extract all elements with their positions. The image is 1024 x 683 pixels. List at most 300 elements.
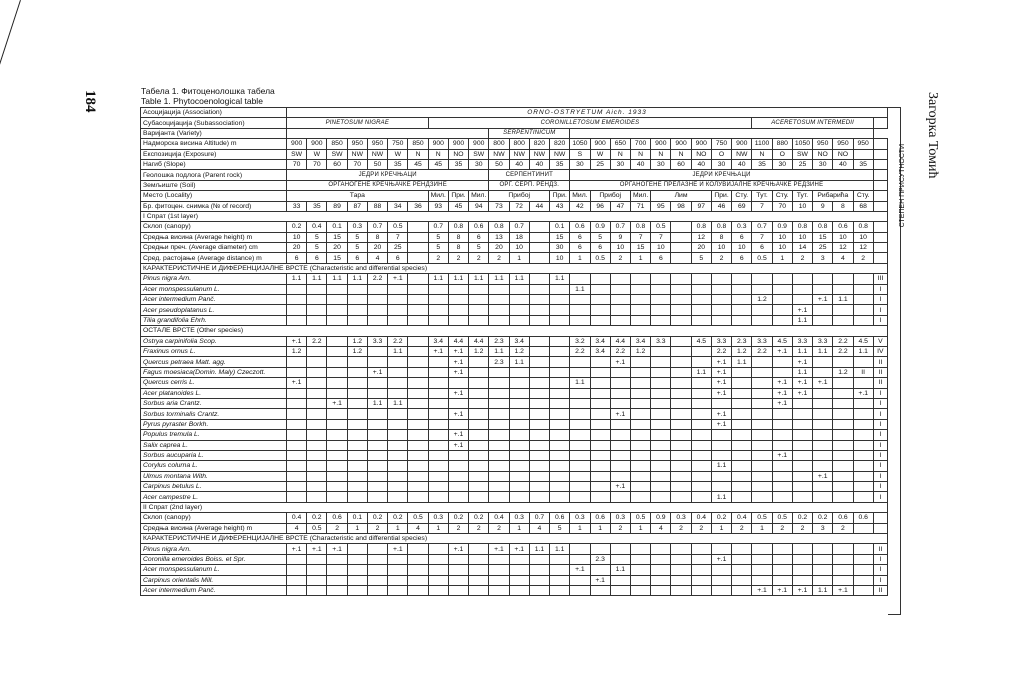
species-cell	[448, 554, 468, 564]
species-cell	[550, 409, 570, 419]
species-row	[141, 492, 888, 502]
species-cell	[469, 544, 489, 554]
species-cell	[550, 315, 570, 325]
species-cell	[792, 565, 812, 575]
species-cell: 2	[671, 523, 691, 533]
species-cell	[813, 284, 833, 294]
species-cell	[651, 585, 671, 595]
species-cell: 0.8	[448, 222, 468, 232]
species-cell	[428, 471, 448, 481]
species-cell	[529, 357, 549, 367]
species-cell	[651, 295, 671, 305]
species-cell	[408, 398, 428, 408]
species-cell	[408, 232, 428, 242]
species-cell	[287, 295, 307, 305]
exposure-cell: S	[570, 149, 590, 159]
species-cell	[651, 315, 671, 325]
species-cell	[711, 544, 731, 554]
species-cell	[428, 430, 448, 440]
species-cell	[772, 482, 792, 492]
species-cell	[691, 305, 711, 315]
species-cell: 2	[448, 523, 468, 533]
species-cell: 1.1	[509, 274, 529, 284]
species-cell: 1.1	[327, 274, 347, 284]
species-row	[141, 461, 888, 471]
species-cell	[833, 398, 853, 408]
species-cell	[772, 274, 792, 284]
species-cell	[691, 461, 711, 471]
species-cell	[550, 554, 570, 564]
species-cell	[590, 585, 610, 595]
species-cell: 30	[550, 243, 570, 253]
altitude-cell: 900	[469, 139, 489, 149]
species-cell: 2.2	[388, 336, 408, 346]
species-cell	[489, 398, 509, 408]
record-cell: 68	[853, 201, 873, 211]
species-cell	[630, 450, 650, 460]
species-cell	[408, 357, 428, 367]
species-cell	[448, 378, 468, 388]
record	[141, 201, 888, 211]
species-cell	[671, 492, 691, 502]
record-cell: 33	[287, 201, 307, 211]
presence-degree: I	[873, 398, 887, 408]
species-cell: 5	[590, 232, 610, 242]
altitude-cell: 820	[529, 139, 549, 149]
species-cell	[489, 450, 509, 460]
slope-cell: 40	[833, 159, 853, 169]
species-cell	[610, 419, 630, 429]
species-cell	[651, 388, 671, 398]
altitude-cell: 900	[448, 139, 468, 149]
species-cell	[388, 419, 408, 429]
species-cell	[550, 450, 570, 460]
species-cell: 1.1	[570, 378, 590, 388]
species-cell	[833, 388, 853, 398]
species-cell	[550, 336, 570, 346]
species-cell	[347, 440, 367, 450]
species-cell: 0.8	[691, 222, 711, 232]
locality-value: Мил.	[570, 191, 590, 201]
species-cell: +.1	[287, 544, 307, 554]
species-cell: 1.1	[550, 544, 570, 554]
presence-degree: I	[873, 565, 887, 575]
species-name: Acer intermedium Panč.	[141, 585, 287, 595]
species-cell	[327, 461, 347, 471]
species-cell	[732, 440, 752, 450]
species-cell	[792, 440, 812, 450]
species-cell	[367, 378, 387, 388]
species-cell	[327, 440, 347, 450]
species-cell	[853, 274, 873, 284]
species-row	[141, 419, 888, 429]
species-cell: 0.1	[347, 513, 367, 523]
species-cell	[630, 388, 650, 398]
altitude-cell: 650	[610, 139, 630, 149]
species-cell	[287, 409, 307, 419]
species-cell	[630, 575, 650, 585]
exposure	[141, 149, 888, 159]
species-cell: 1.2	[509, 346, 529, 356]
presence-degree: V	[873, 336, 887, 346]
species-cell: 1	[509, 253, 529, 263]
species-cell	[752, 315, 772, 325]
species-cell	[853, 554, 873, 564]
species-cell: 6	[347, 253, 367, 263]
species-cell	[651, 482, 671, 492]
species-cell: +.1	[287, 378, 307, 388]
species-cell	[732, 565, 752, 575]
species-cell	[792, 409, 812, 419]
species-cell	[833, 315, 853, 325]
species-cell	[529, 222, 549, 232]
species-cell	[529, 409, 549, 419]
species-cell	[367, 305, 387, 315]
species-cell	[833, 284, 853, 294]
species-name: Sorbus aria Crantz.	[141, 398, 287, 408]
species-cell	[287, 440, 307, 450]
record-cell: 73	[489, 201, 509, 211]
species-row	[141, 482, 888, 492]
species-cell	[347, 409, 367, 419]
altitude-cell: 1050	[570, 139, 590, 149]
record-cell: 34	[388, 201, 408, 211]
species-cell	[732, 482, 752, 492]
species-cell	[772, 357, 792, 367]
species-cell	[448, 585, 468, 595]
species-cell: 6	[469, 232, 489, 242]
species-cell	[469, 305, 489, 315]
species-cell: 0.4	[489, 513, 509, 523]
species-cell: 8	[448, 243, 468, 253]
species-cell	[671, 585, 691, 595]
species-cell: +.1	[772, 450, 792, 460]
locality-label: Место (Locality)	[141, 191, 287, 201]
species-name: Acer monspessulanum L.	[141, 565, 287, 575]
record-cell: 94	[469, 201, 489, 211]
species-cell	[287, 305, 307, 315]
exposure-cell: O	[711, 149, 731, 159]
species-cell	[428, 388, 448, 398]
presence-degree-label: СТЕПЕН ПРИСУТНОСТИ	[899, 144, 906, 228]
species-name: Quercus petraea Matt. agg.	[141, 357, 287, 367]
species-cell: +.1	[833, 585, 853, 595]
species-cell	[550, 378, 570, 388]
species-cell: 1.1	[509, 357, 529, 367]
altitude-cell: 1050	[792, 139, 812, 149]
slope-cell: 70	[307, 159, 327, 169]
parent-rock-label: Геолошка подлога (Parent rock)	[141, 170, 287, 180]
presence-degree: II	[873, 357, 887, 367]
species-cell	[711, 585, 731, 595]
record-cell: 7	[752, 201, 772, 211]
species-cell	[792, 419, 812, 429]
variety-value: SERPENTINICUM	[489, 128, 570, 138]
species-cell: 2	[489, 523, 509, 533]
species-cell	[570, 409, 590, 419]
species-name: Sorbus aucuparia L.	[141, 450, 287, 460]
altitude-cell: 800	[489, 139, 509, 149]
altitude-cell: 1100	[752, 139, 772, 149]
species-cell	[428, 482, 448, 492]
species-cell	[813, 461, 833, 471]
species-cell	[590, 315, 610, 325]
presence-degree	[873, 232, 887, 242]
species-cell	[671, 305, 691, 315]
slope-cell: 60	[671, 159, 691, 169]
species-cell: +.1	[792, 305, 812, 315]
record-cell: 8	[833, 201, 853, 211]
species-cell: 0.8	[792, 222, 812, 232]
species-cell	[327, 336, 347, 346]
species-cell	[691, 554, 711, 564]
species-cell	[691, 398, 711, 408]
species-cell	[388, 284, 408, 294]
species-cell: 2	[732, 523, 752, 533]
locality-value: Лим	[651, 191, 712, 201]
species-cell	[428, 284, 448, 294]
species-cell: 3.3	[792, 336, 812, 346]
species-cell	[529, 378, 549, 388]
species-cell	[772, 461, 792, 471]
species-cell	[550, 461, 570, 471]
species-name: Acer campestre L.	[141, 492, 287, 502]
record-cell: 10	[792, 201, 812, 211]
species-cell	[610, 295, 630, 305]
species-cell	[732, 398, 752, 408]
species-cell	[671, 471, 691, 481]
presence-degree: I	[873, 461, 887, 471]
species-cell: 0.5	[752, 253, 772, 263]
presence-degree: III	[873, 274, 887, 284]
species-cell	[448, 492, 468, 502]
species-cell	[792, 450, 812, 460]
species-cell	[610, 388, 630, 398]
presence-degree: I	[873, 419, 887, 429]
species-cell	[529, 450, 549, 460]
altitude-cell: 820	[550, 139, 570, 149]
species-cell	[469, 482, 489, 492]
species-cell: 7	[630, 232, 650, 242]
species-cell	[509, 450, 529, 460]
species-cell	[529, 346, 549, 356]
species-row	[141, 409, 888, 419]
species-cell	[752, 409, 772, 419]
species-cell: 1.1	[287, 274, 307, 284]
species-cell	[691, 482, 711, 492]
species-row	[141, 232, 888, 242]
species-cell	[630, 295, 650, 305]
species-cell	[307, 305, 327, 315]
species-cell	[590, 440, 610, 450]
species-cell	[327, 419, 347, 429]
species-cell: 0.7	[367, 222, 387, 232]
species-cell	[691, 440, 711, 450]
species-cell: 1.1	[691, 367, 711, 377]
species-cell	[327, 378, 347, 388]
species-row	[141, 305, 888, 315]
species-cell	[813, 305, 833, 315]
species-cell: 2	[711, 253, 731, 263]
species-cell	[408, 378, 428, 388]
species-cell	[327, 565, 347, 575]
species-cell	[469, 284, 489, 294]
species-cell	[529, 440, 549, 450]
species-cell	[752, 450, 772, 460]
species-cell: +.1	[448, 440, 468, 450]
species-cell: 7	[651, 232, 671, 242]
species-cell: 0.3	[671, 513, 691, 523]
species-cell: 3.3	[711, 336, 731, 346]
species-cell	[691, 409, 711, 419]
species-name: Carpinus betulus L.	[141, 482, 287, 492]
species-cell: 2	[833, 523, 853, 533]
species-cell	[671, 575, 691, 585]
species-cell	[428, 575, 448, 585]
species-cell: 14	[792, 243, 812, 253]
species-cell: 0.2	[813, 513, 833, 523]
species-cell	[307, 346, 327, 356]
species-cell	[630, 398, 650, 408]
species-cell	[833, 565, 853, 575]
species-cell: 4.5	[853, 336, 873, 346]
species-cell	[590, 378, 610, 388]
species-cell: 3.4	[590, 336, 610, 346]
species-cell: 2	[792, 523, 812, 533]
species-cell	[428, 367, 448, 377]
species-cell	[529, 243, 549, 253]
species-cell	[347, 565, 367, 575]
species-cell	[590, 461, 610, 471]
species-cell	[752, 284, 772, 294]
species-cell: 0.8	[489, 222, 509, 232]
species-cell	[752, 357, 772, 367]
species-cell	[550, 398, 570, 408]
altitude-cell: 900	[671, 139, 691, 149]
species-row	[141, 346, 888, 356]
species-cell: 0.5	[630, 513, 650, 523]
species-cell	[307, 398, 327, 408]
species-cell	[509, 492, 529, 502]
exposure-cell: O	[772, 149, 792, 159]
species-cell	[367, 388, 387, 398]
species-cell	[448, 461, 468, 471]
species-cell: +.1	[610, 482, 630, 492]
species-cell	[550, 346, 570, 356]
species-name: Pinus nigra Arn.	[141, 544, 287, 554]
species-cell: 1.1	[792, 346, 812, 356]
species-cell	[610, 284, 630, 294]
species-cell	[408, 295, 428, 305]
species-cell	[772, 284, 792, 294]
species-cell	[772, 305, 792, 315]
species-cell	[388, 367, 408, 377]
layer2-title: II Спрат (2nd layer)	[141, 502, 888, 512]
species-cell	[671, 295, 691, 305]
species-cell	[347, 471, 367, 481]
species-cell	[367, 440, 387, 450]
species-cell: 2	[610, 523, 630, 533]
species-cell: 1.1	[469, 274, 489, 284]
species-cell	[732, 274, 752, 284]
species-cell: 0.8	[813, 222, 833, 232]
species-cell	[833, 430, 853, 440]
slope-cell: 70	[347, 159, 367, 169]
species-cell	[448, 482, 468, 492]
species-row	[141, 430, 888, 440]
species-cell: 2.3	[489, 357, 509, 367]
species-cell	[307, 482, 327, 492]
species-cell	[529, 585, 549, 595]
species-cell	[388, 450, 408, 460]
slope	[141, 159, 888, 169]
species-cell	[671, 430, 691, 440]
species-cell	[772, 544, 792, 554]
species-cell	[307, 585, 327, 595]
species-cell	[833, 482, 853, 492]
species-cell	[570, 305, 590, 315]
species-cell	[671, 274, 691, 284]
species-cell	[853, 544, 873, 554]
species-cell: +.1	[448, 544, 468, 554]
species-cell	[327, 305, 347, 315]
species-cell	[651, 575, 671, 585]
species-row	[141, 471, 888, 481]
species-cell	[469, 388, 489, 398]
species-cell	[367, 315, 387, 325]
record-cell: 43	[550, 201, 570, 211]
presence-degree: II	[873, 544, 887, 554]
species-cell	[833, 575, 853, 585]
slope-cell: 30	[651, 159, 671, 169]
species-cell: 0.8	[630, 222, 650, 232]
species-cell	[813, 409, 833, 419]
exposure-cell: N	[610, 149, 630, 159]
species-name: Quercus cerris L.	[141, 378, 287, 388]
species-cell	[327, 284, 347, 294]
species-cell	[671, 461, 691, 471]
species-row	[141, 336, 888, 346]
species-cell	[347, 585, 367, 595]
species-cell	[489, 367, 509, 377]
species-cell	[448, 575, 468, 585]
locality-value: Мил.	[469, 191, 489, 201]
species-cell	[469, 295, 489, 305]
species-row	[141, 440, 888, 450]
species-cell	[408, 419, 428, 429]
species-cell	[388, 295, 408, 305]
species-cell	[671, 243, 691, 253]
species-cell	[630, 585, 650, 595]
species-cell: +.1	[327, 398, 347, 408]
species-cell: 15	[550, 232, 570, 242]
species-cell: 4.5	[772, 336, 792, 346]
subassociation-value: PINETOSUM NIGRAE	[287, 118, 429, 128]
species-cell	[610, 315, 630, 325]
presence-degree: II	[873, 378, 887, 388]
record-cell: 93	[428, 201, 448, 211]
species-cell	[651, 544, 671, 554]
species-cell: 4	[833, 253, 853, 263]
species-cell: 1.1	[792, 315, 812, 325]
species-cell: 1.1	[853, 346, 873, 356]
species-cell	[347, 357, 367, 367]
species-cell	[711, 575, 731, 585]
species-cell	[327, 430, 347, 440]
species-cell: +.1	[590, 575, 610, 585]
species-cell	[489, 575, 509, 585]
species-cell	[853, 585, 873, 595]
